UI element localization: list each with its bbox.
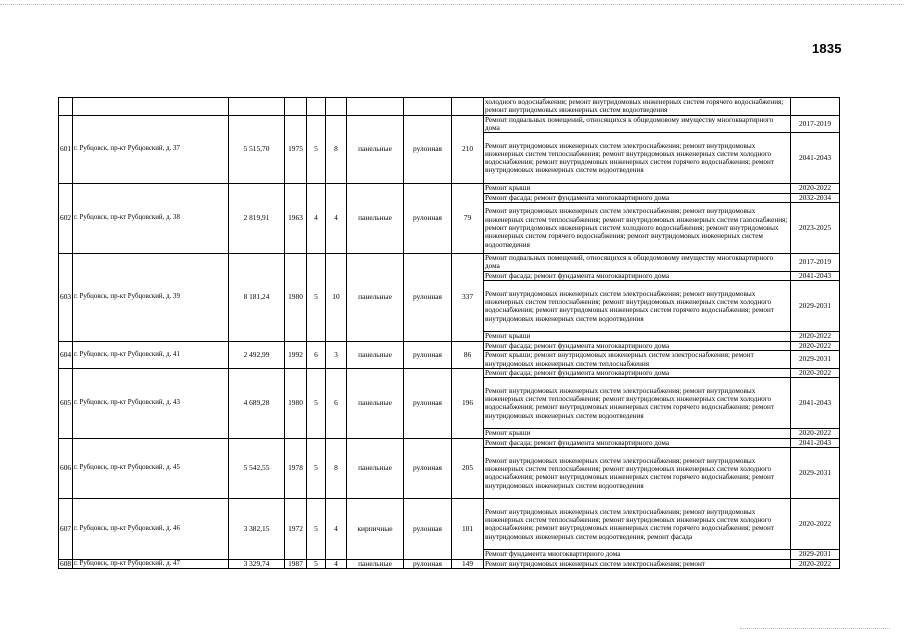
row-number-cell: 604 (59, 341, 73, 368)
repair-period-cell: 2020-2022 (791, 368, 840, 378)
area-cell: 3 382,15 (229, 499, 285, 560)
repair-works-cell: Ремонт крыши (484, 332, 791, 342)
page-number: 1835 (812, 41, 842, 56)
table-row (59, 341, 840, 351)
year-cell: 1972 (285, 499, 307, 560)
year-cell: 1978 (285, 438, 307, 499)
residents-cell: 101 (452, 499, 484, 560)
row-number-cell: 601 (59, 115, 73, 184)
address-cell: г. Рубцовск, пр-кт Рубцовский, д. 38 (73, 184, 229, 254)
row-number-cell: 602 (59, 184, 73, 254)
row-number-cell: 608 (60, 559, 72, 568)
year-cell (285, 98, 307, 116)
floors-cell: 5 (307, 559, 326, 569)
wall-material-cell: панельные (347, 254, 404, 342)
wall-material-cell: панельные (347, 341, 404, 368)
entrances-cell: 10 (326, 254, 347, 342)
address-cell: г. Рубцовск, пр-кт Рубцовский, д. 37 (73, 115, 229, 184)
year-cell: 1980 (285, 368, 307, 438)
area-cell: 5 542,55 (229, 438, 285, 499)
repair-period-cell: 2020-2022 (791, 559, 840, 569)
area-cell: 2 492,99 (229, 341, 285, 368)
entrances-cell: 4 (326, 184, 347, 254)
address-cell: г. Рубцовск, пр-кт Рубцовский, д. 41 (73, 341, 229, 368)
address-cell: г. Рубцовск, пр-кт Рубцовский, д. 46 (73, 499, 229, 560)
repair-period-cell: 2023-2025 (791, 203, 840, 254)
roof-type-cell (404, 98, 452, 116)
residents-cell: 86 (452, 341, 484, 368)
repair-works-cell: Ремонт фасада; ремонт фундамента многоквартирного дома (484, 438, 791, 448)
year-cell: 1963 (285, 184, 307, 254)
repair-period-cell: 2020-2022 (791, 499, 840, 550)
area-cell: 8 181,24 (229, 254, 285, 342)
roof-type-cell: рулонная (404, 341, 452, 368)
residents-cell: 196 (452, 368, 484, 438)
repair-works-cell: Ремонт внутридомовых инженерных систем электроснабжения; ремонт внутридомовых инженерных систем теплоснабжения; ремонт внутридомовых инженерных систем холодного водоснабжения; ремонт внутридомовых инженерных систем горячего водоснабжения; ремонт внутридомовых инженерных систем водоотведения (484, 378, 791, 429)
row-number-cell: 603 (59, 254, 73, 342)
repair-works-cell: Ремонт крыши; ремонт внутридомовых инженерных систем электроснабжения; ремонт внутридомовых инженерных систем теплоснабжения (484, 351, 791, 369)
repair-period-cell: 2017-2019 (791, 115, 840, 133)
row-number-cell: 605 (59, 368, 73, 438)
repair-period-cell: 2032-2034 (791, 193, 840, 203)
floors-cell (307, 98, 326, 116)
repair-works-cell: Ремонт фундамента многоквартирного дома (484, 550, 791, 560)
repair-period-cell: 2041-2043 (791, 378, 840, 429)
repair-works-cell: Ремонт фасада; ремонт фундамента многоквартирного дома (484, 341, 791, 351)
repair-works-cell: Ремонт подвальных помещений, относящихся к общедомовому имуществу многоквартирного дома (484, 115, 791, 133)
repair-works-cell: Ремонт фасада; ремонт фундамента многоквартирного дома (484, 368, 791, 378)
repair-period-cell: 2029-2031 (791, 281, 840, 332)
floors-cell: 6 (307, 341, 326, 368)
floors-cell: 5 (307, 438, 326, 499)
residents-cell (452, 98, 484, 116)
entrances-cell: 6 (326, 368, 347, 438)
year-cell: 1992 (285, 341, 307, 368)
row-number-cell: 606 (59, 438, 73, 499)
roof-type-cell: рулонная (404, 499, 452, 560)
roof-type-cell: рулонная (404, 115, 452, 184)
row-number-cell (59, 98, 73, 116)
year-cell: 1975 (285, 115, 307, 184)
roof-type-cell: рулонная (404, 559, 452, 569)
floors-cell: 4 (307, 184, 326, 254)
roof-type-cell: рулонная (404, 438, 452, 499)
wall-material-cell: панельные (347, 115, 404, 184)
wall-material-cell (347, 98, 404, 116)
repair-works-cell: Ремонт внутридомовых инженерных систем электроснабжения; ремонт внутридомовых инженерных систем теплоснабжения; ремонт внутридомовых инженерных систем холодного водоснабжения; ремонт внутридомовых инженерных систем горячего водоснабжения; ремонт внутридомовых инженерных систем водоотведения, ремонт фасада (484, 499, 791, 550)
floors-cell: 5 (307, 254, 326, 342)
repair-period-cell: 2029-2031 (791, 448, 840, 499)
residents-cell: 210 (452, 115, 484, 184)
floors-cell: 5 (307, 499, 326, 560)
area-cell: 3 329,74 (229, 559, 285, 569)
repair-period-cell: 2020-2022 (791, 429, 840, 439)
repair-period-cell: 2041-2043 (791, 271, 840, 281)
repair-works-cell: Ремонт внутридомовых инженерных систем электроснабжения; ремонт внутридомовых инженерных систем теплоснабжения; ремонт внутридомовых инженерных систем холодного водоснабжения; ремонт внутридомовых инженерных систем горячего водоснабжения; ремонт внутридомовых инженерных систем водоотведения (484, 133, 791, 184)
entrances-cell: 4 (326, 559, 347, 569)
address-cell: г. Рубцовск, пр-кт Рубцовский, д. 47 (73, 559, 229, 569)
roof-type-cell: рулонная (404, 184, 452, 254)
repair-period-cell: 2041-2043 (791, 438, 840, 448)
repair-period-cell (791, 98, 840, 116)
address-cell: г. Рубцовск, пр-кт Рубцовский, д. 43 (73, 368, 229, 438)
table-row (59, 254, 840, 272)
entrances-cell: 4 (326, 499, 347, 560)
residents-cell: 205 (452, 438, 484, 499)
wall-material-cell: панельные (347, 559, 404, 569)
year-cell: 1987 (285, 559, 307, 569)
roof-type-cell: рулонная (404, 368, 452, 438)
housing-repair-table (58, 97, 840, 569)
address-cell (73, 98, 229, 116)
entrances-cell: 8 (326, 115, 347, 184)
entrances-cell (326, 98, 347, 116)
table-row (59, 438, 840, 448)
repair-works-cell: Ремонт подвальных помещений, относящихся к общедомовому имуществу многоквартирного дома (484, 254, 791, 272)
table-row (59, 98, 840, 116)
wall-material-cell: панельные (347, 438, 404, 499)
year-cell: 1980 (285, 254, 307, 342)
repair-period-cell: 2020-2022 (791, 332, 840, 342)
table-row (59, 368, 840, 378)
repair-works-cell: Ремонт внутридомовых инженерных систем электроснабжения; ремонт внутридомовых инженерных систем теплоснабжения; ремонт внутридомовых инженерных систем холодного водоснабжения; ремонт внутридомовых инженерных систем горячего водоснабжения; ремонт внутридомовых инженерных систем водоотведения (484, 448, 791, 499)
area-cell: 5 515,70 (229, 115, 285, 184)
scan-artifact-top (0, 4, 904, 7)
floors-cell: 5 (307, 368, 326, 438)
repair-period-cell: 2029-2031 (791, 351, 840, 369)
repair-works-cell: Ремонт внутридомовых инженерных систем электроснабжения; ремонт (484, 559, 791, 569)
repair-works-cell: Ремонт крыши (484, 184, 791, 194)
table-row (59, 184, 840, 194)
repair-period-cell: 2020-2022 (791, 184, 840, 194)
scan-artifact-bottom (740, 628, 890, 631)
repair-works-cell: Ремонт внутридомовых инженерных систем электроснабжения; ремонт внутридомовых инженерных систем теплоснабжения; ремонт внутридомовых инженерных систем холодного водоснабжения; ремонт внутридомовых инженерных систем горячего водоснабжения; ремонт внутридомовых инженерных систем водоотведения (484, 281, 791, 332)
roof-type-cell: рулонная (404, 254, 452, 342)
repair-works-cell: Ремонт внутридомовых инженерных систем электроснабжения; ремонт внутридомовых инженерных систем теплоснабжения; ремонт внутридомовых инженерных систем газоснабжения; ремонт внутридомовых инженерных систем холодного водоснабжения; ремонт внутридомовых инженерных систем горячего водоснабжения; ремонт внутридомовых инженерных систем водоотведения (484, 203, 791, 254)
area-cell: 2 819,91 (229, 184, 285, 254)
repair-period-cell: 2020-2022 (791, 341, 840, 351)
table-row (59, 115, 840, 133)
residents-cell: 79 (452, 184, 484, 254)
address-cell: г. Рубцовск, пр-кт Рубцовский, д. 45 (73, 438, 229, 499)
residents-cell: 337 (452, 254, 484, 342)
repair-works-cell: холодного водоснабжения; ремонт внутридомовых инженерных систем горячего водоснабжения; ремонт внутридомовых инженерных систем водоотведения (484, 98, 791, 116)
repair-period-cell: 2029-2031 (791, 550, 840, 560)
repair-works-cell: Ремонт фасада; ремонт фундамента многоквартирного дома (484, 271, 791, 281)
wall-material-cell: панельные (347, 184, 404, 254)
wall-material-cell: кирпичные (347, 499, 404, 560)
repair-period-cell: 2017-2019 (791, 254, 840, 272)
repair-works-cell: Ремонт фасада; ремонт фундамента многоквартирного дома (484, 193, 791, 203)
floors-cell: 5 (307, 115, 326, 184)
entrances-cell: 8 (326, 438, 347, 499)
address-cell: г. Рубцовск, пр-кт Рубцовский, д. 39 (73, 254, 229, 342)
repair-works-cell: Ремонт крыши (484, 429, 791, 439)
residents-cell: 149 (452, 559, 484, 569)
wall-material-cell: панельные (347, 368, 404, 438)
area-cell (229, 98, 285, 116)
row-number-cell: 607 (59, 499, 73, 560)
repair-period-cell: 2041-2043 (791, 133, 840, 184)
area-cell: 4 689,28 (229, 368, 285, 438)
table-row (59, 499, 840, 550)
table-row (59, 559, 840, 569)
entrances-cell: 3 (326, 341, 347, 368)
